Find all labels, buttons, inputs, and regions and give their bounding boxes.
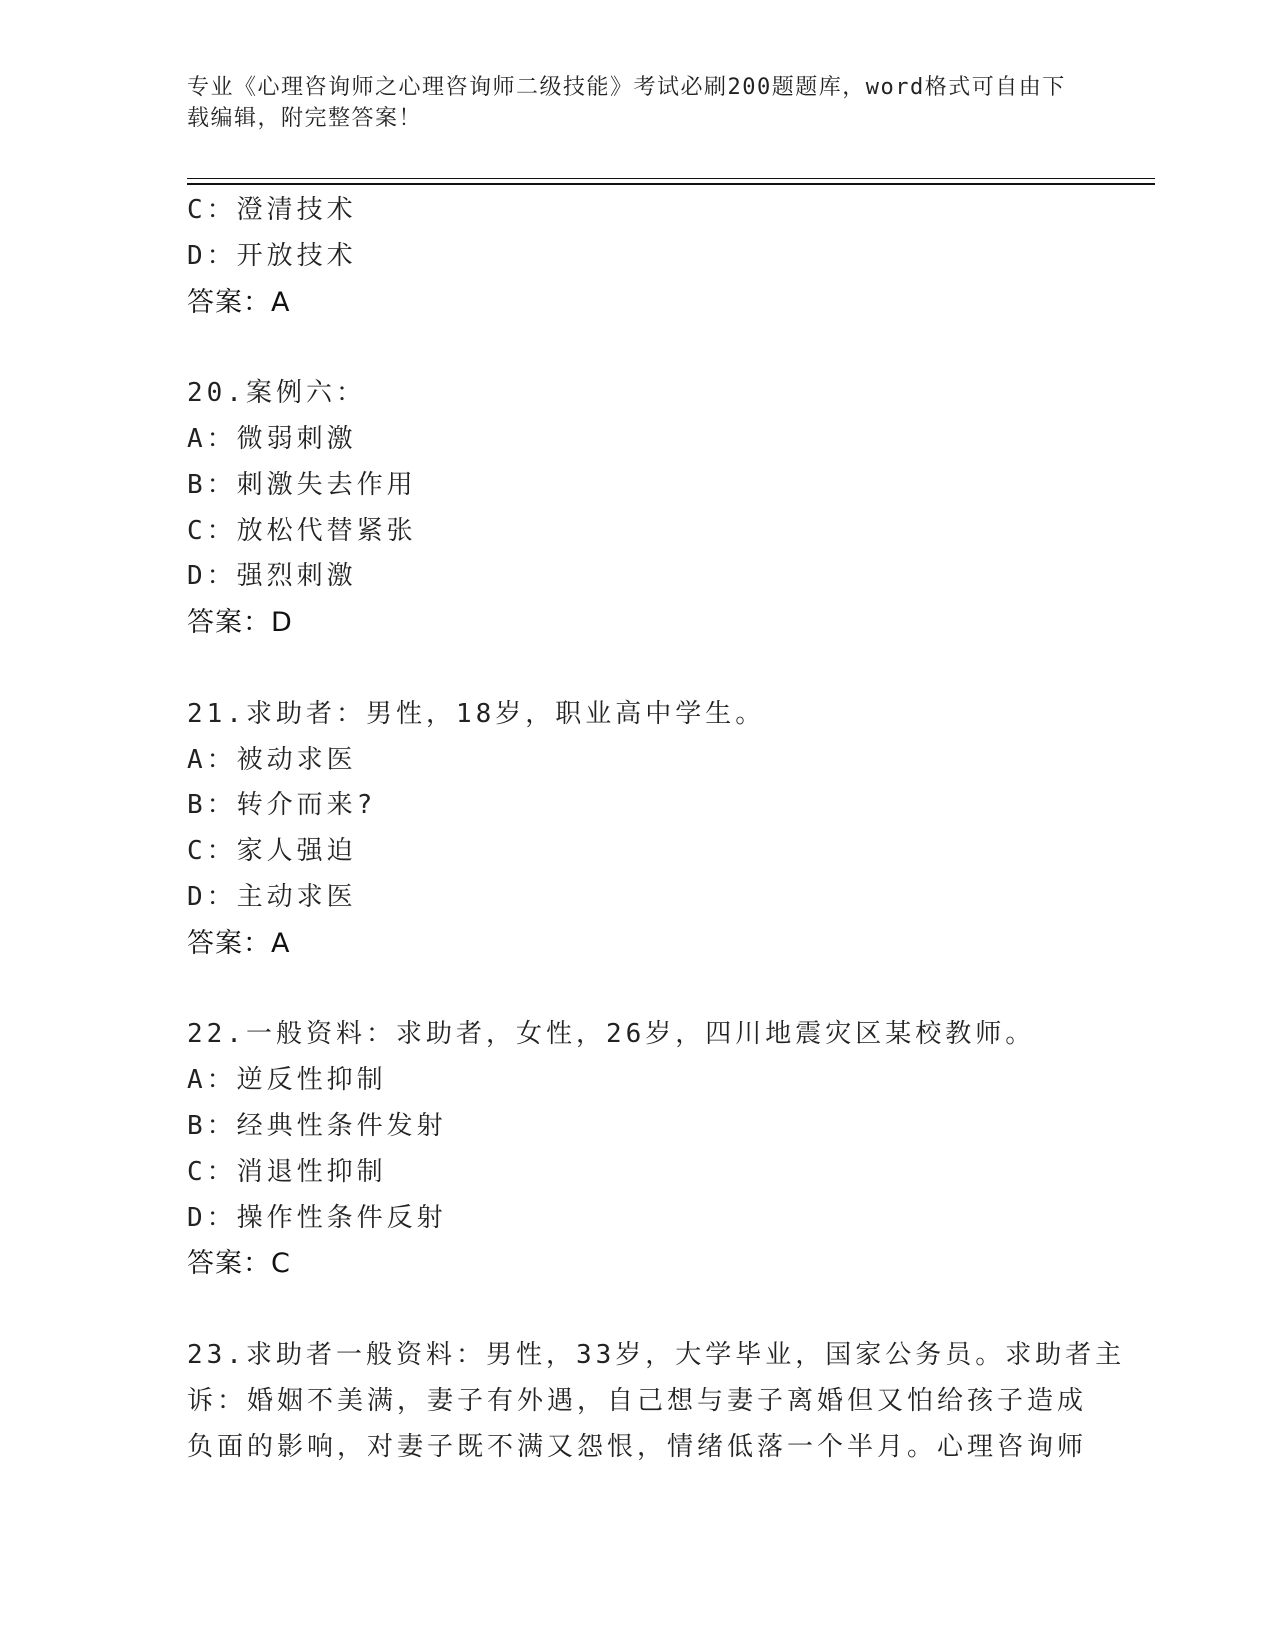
option-b: B：刺激失去作用 [187,469,417,500]
spacer [187,1287,1087,1333]
spacer [187,325,1087,371]
spacer [187,967,1087,1013]
prev-question-tail [187,188,1087,325]
option-b: B：经典性条件发射 [187,1110,447,1141]
question-stem: 21.求助者：男性，18岁，职业高中学生。 [187,698,766,729]
option-c: C：澄清技术 [187,195,357,225]
question-23 [187,1333,1126,1470]
option-d: D：操作性条件反射 [187,1202,447,1233]
answer-line: 答案：A [187,286,291,318]
option-a: A：逆反性抑制 [187,1065,387,1096]
option-d: D：强烈刺激 [187,561,357,592]
spacer [187,646,1087,692]
question-20 [187,371,1087,646]
question-22 [187,1012,1087,1287]
header-rule-thick [187,183,1155,185]
question-stem-line: 23.求助者一般资料：男性，33岁，大学毕业，国家公务员。求助者主 [187,1339,1126,1370]
question-stem: 20.案例六： [187,378,366,409]
option-d: D：主动求医 [187,881,357,912]
option-d: D：开放技术 [187,240,357,271]
option-c: C：放松代替紧张 [187,515,417,546]
option-a: A：微弱刺激 [187,423,357,454]
document-header: 专业《心理咨询师之心理咨询师二级技能》考试必刷200题题库，word格式可自由下载编辑，附完整答案！ [187,75,1066,131]
header-rule-thin [187,178,1155,179]
answer-line: 答案：C [187,1248,291,1280]
answer-line: 答案：A [187,927,291,959]
question-stem-line: 诉：婚姻不美满，妻子有外遇，自己想与妻子离婚但又怕给孩子造成 [187,1385,1088,1416]
question-stem-line: 负面的影响，对妻子既不满又怨恨，情绪低落一个半月。心理咨询师 [187,1431,1088,1462]
question-21 [187,692,1087,967]
question-stem: 22.一般资料：求助者，女性，26岁，四川地震灾区某校教师。 [187,1019,1036,1050]
option-c: C：消退性抑制 [187,1156,387,1187]
option-a: A：被动求医 [187,744,357,775]
option-c: C：家人强迫 [187,836,357,867]
question-list [187,188,1126,1470]
answer-line: 答案：D [187,607,293,639]
option-b: B：转介而来? [187,790,377,821]
